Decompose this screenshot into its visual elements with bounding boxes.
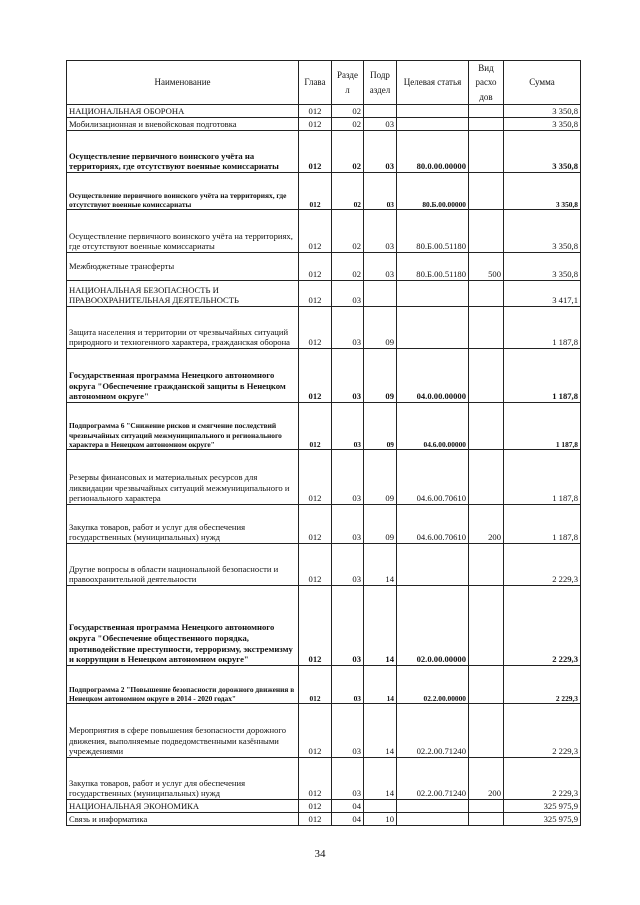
row-glava: 012 bbox=[299, 813, 332, 826]
row-podrazdel: 03 bbox=[364, 118, 397, 131]
row-vid: 200 bbox=[469, 505, 504, 544]
table-row bbox=[67, 307, 581, 349]
row-target: 80.Б.00.51180 bbox=[397, 253, 469, 281]
row-name: Государственная программа Ненецкого автономного округа "Обеспечение общественного порядка, противодействие преступности, терроризму, экстремизму и коррупции в Ненецком автономном округе" bbox=[67, 586, 299, 666]
row-target: 02.2.00.71240 bbox=[397, 704, 469, 758]
row-podrazdel: 09 bbox=[364, 403, 397, 450]
row-summa: 1 187,8 bbox=[504, 307, 581, 349]
row-summa: 1 187,8 bbox=[504, 505, 581, 544]
row-summa: 325 975,9 bbox=[504, 813, 581, 826]
row-glava: 012 bbox=[299, 307, 332, 349]
row-name: Подпрограмма 6 "Снижение рисков и смягчение последствий чрезвычайных ситуаций межмуниципального и регионального характера в Ненецком автономном округе" bbox=[67, 403, 299, 450]
row-target bbox=[397, 544, 469, 586]
budget-table bbox=[66, 60, 581, 826]
row-name: Государственная программа Ненецкого автономного округа "Обеспечение гражданской защиты в Ненецком автономном округе" bbox=[67, 349, 299, 403]
row-glava: 012 bbox=[299, 173, 332, 210]
table-row bbox=[67, 758, 581, 800]
row-summa: 2 229,3 bbox=[504, 586, 581, 666]
table-row bbox=[67, 800, 581, 813]
row-razdel: 02 bbox=[332, 131, 364, 173]
row-glava: 012 bbox=[299, 758, 332, 800]
row-glava: 012 bbox=[299, 253, 332, 281]
row-summa: 1 187,8 bbox=[504, 403, 581, 450]
row-vid bbox=[469, 210, 504, 253]
row-summa: 3 350,8 bbox=[504, 173, 581, 210]
row-podrazdel: 09 bbox=[364, 307, 397, 349]
row-podrazdel: 10 bbox=[364, 813, 397, 826]
row-razdel: 02 bbox=[332, 118, 364, 131]
header-summa: Сумма bbox=[504, 61, 581, 105]
row-target: 02.2.00.00000 bbox=[397, 666, 469, 704]
row-summa: 3 350,8 bbox=[504, 210, 581, 253]
row-name: Подпрограмма 2 "Повышение безопасности дорожного движения в Ненецком автономном округе в 2014 - 2020 годах" bbox=[67, 666, 299, 704]
row-name: Другие вопросы в области национальной безопасности и правоохранительной деятельности bbox=[67, 544, 299, 586]
row-razdel: 04 bbox=[332, 813, 364, 826]
row-glava: 012 bbox=[299, 210, 332, 253]
row-vid bbox=[469, 450, 504, 505]
row-podrazdel: 03 bbox=[364, 253, 397, 281]
header-glava: Глава bbox=[299, 61, 332, 105]
header-target: Целевая статья bbox=[397, 61, 469, 105]
row-target: 80.Б.00.51180 bbox=[397, 210, 469, 253]
row-razdel: 03 bbox=[332, 544, 364, 586]
row-target: 80.0.00.00000 bbox=[397, 131, 469, 173]
row-glava: 012 bbox=[299, 666, 332, 704]
row-vid bbox=[469, 544, 504, 586]
row-target: 04.0.00.00000 bbox=[397, 349, 469, 403]
row-glava: 012 bbox=[299, 544, 332, 586]
row-target bbox=[397, 800, 469, 813]
row-podrazdel bbox=[364, 800, 397, 813]
row-glava: 012 bbox=[299, 131, 332, 173]
table-header-row bbox=[67, 61, 581, 105]
row-vid bbox=[469, 307, 504, 349]
row-name: Осуществление первичного воинского учёта на территориях, где отсутствуют военные комиссариаты bbox=[67, 173, 299, 210]
row-summa: 3 350,8 bbox=[504, 131, 581, 173]
row-razdel: 03 bbox=[332, 307, 364, 349]
row-razdel: 02 bbox=[332, 105, 364, 118]
table-row bbox=[67, 105, 581, 118]
row-name: Резервы финансовых и материальных ресурсов для ликвидации чрезвычайных ситуаций межмуниципального и регионального характера bbox=[67, 450, 299, 505]
row-podrazdel: 03 bbox=[364, 173, 397, 210]
row-vid bbox=[469, 403, 504, 450]
row-glava: 012 bbox=[299, 403, 332, 450]
row-name: Закупка товаров, работ и услуг для обеспечения государственных (муниципальных) нужд bbox=[67, 505, 299, 544]
row-summa: 3 350,8 bbox=[504, 105, 581, 118]
table-row bbox=[67, 505, 581, 544]
row-vid bbox=[469, 800, 504, 813]
row-summa: 1 187,8 bbox=[504, 450, 581, 505]
row-glava: 012 bbox=[299, 118, 332, 131]
row-name: Защита населения и территории от чрезвычайных ситуаций природного и техногенного характера, гражданская оборона bbox=[67, 307, 299, 349]
row-vid bbox=[469, 586, 504, 666]
row-podrazdel bbox=[364, 105, 397, 118]
table-row bbox=[67, 666, 581, 704]
row-target: 04.6.00.70610 bbox=[397, 505, 469, 544]
row-name: Осуществление первичного воинского учёта на территориях, где отсутствуют военные комиссариаты bbox=[67, 210, 299, 253]
row-glava: 012 bbox=[299, 800, 332, 813]
row-vid bbox=[469, 349, 504, 403]
row-podrazdel: 14 bbox=[364, 666, 397, 704]
row-target: 02.0.00.00000 bbox=[397, 586, 469, 666]
table-row bbox=[67, 118, 581, 131]
row-podrazdel: 14 bbox=[364, 704, 397, 758]
row-target bbox=[397, 105, 469, 118]
row-podrazdel: 03 bbox=[364, 131, 397, 173]
row-name: Мероприятия в сфере повышения безопасности дорожного движения, выполняемые подведомственными казёнными учреждениями bbox=[67, 704, 299, 758]
row-summa: 3 350,8 bbox=[504, 253, 581, 281]
row-name: Осуществление первичного воинского учёта на территориях, где отсутствуют военные комиссариаты bbox=[67, 131, 299, 173]
table-row bbox=[67, 173, 581, 210]
table-row bbox=[67, 349, 581, 403]
row-target: 04.6.00.70610 bbox=[397, 450, 469, 505]
header-vid: Вид расхо дов bbox=[469, 61, 504, 105]
row-glava: 012 bbox=[299, 281, 332, 307]
header-name: Наименование bbox=[67, 61, 299, 105]
row-vid bbox=[469, 666, 504, 704]
row-podrazdel bbox=[364, 281, 397, 307]
row-glava: 012 bbox=[299, 349, 332, 403]
row-razdel: 03 bbox=[332, 450, 364, 505]
row-podrazdel: 09 bbox=[364, 349, 397, 403]
row-summa: 2 229,3 bbox=[504, 544, 581, 586]
row-vid bbox=[469, 131, 504, 173]
header-razdel: Разде л bbox=[332, 61, 364, 105]
row-razdel: 03 bbox=[332, 349, 364, 403]
row-razdel: 04 bbox=[332, 800, 364, 813]
row-glava: 012 bbox=[299, 505, 332, 544]
row-target bbox=[397, 307, 469, 349]
row-summa: 3 350,8 bbox=[504, 118, 581, 131]
row-summa: 1 187,8 bbox=[504, 349, 581, 403]
row-podrazdel: 14 bbox=[364, 758, 397, 800]
row-glava: 012 bbox=[299, 105, 332, 118]
row-target: 04.6.00.00000 bbox=[397, 403, 469, 450]
row-target: 80.Б.00.00000 bbox=[397, 173, 469, 210]
row-podrazdel: 09 bbox=[364, 450, 397, 505]
row-razdel: 02 bbox=[332, 173, 364, 210]
table-row bbox=[67, 544, 581, 586]
row-summa: 3 417,1 bbox=[504, 281, 581, 307]
row-summa: 2 229,3 bbox=[504, 758, 581, 800]
row-vid bbox=[469, 813, 504, 826]
row-summa: 2 229,3 bbox=[504, 666, 581, 704]
row-name: НАЦИОНАЛЬНАЯ ОБОРОНА bbox=[67, 105, 299, 118]
page-number: 34 bbox=[314, 848, 326, 860]
table-row bbox=[67, 586, 581, 666]
row-razdel: 03 bbox=[332, 505, 364, 544]
table-row bbox=[67, 403, 581, 450]
row-vid bbox=[469, 118, 504, 131]
row-name: НАЦИОНАЛЬНАЯ ЭКОНОМИКА bbox=[67, 800, 299, 813]
row-vid: 200 bbox=[469, 758, 504, 800]
row-summa: 2 229,3 bbox=[504, 704, 581, 758]
row-vid bbox=[469, 281, 504, 307]
row-glava: 012 bbox=[299, 450, 332, 505]
row-summa: 325 975,9 bbox=[504, 800, 581, 813]
row-podrazdel: 09 bbox=[364, 505, 397, 544]
table-row bbox=[67, 253, 581, 281]
row-podrazdel: 03 bbox=[364, 210, 397, 253]
row-name: Закупка товаров, работ и услуг для обеспечения государственных (муниципальных) нужд bbox=[67, 758, 299, 800]
row-target bbox=[397, 813, 469, 826]
row-razdel: 03 bbox=[332, 758, 364, 800]
table-row bbox=[67, 450, 581, 505]
row-target: 02.2.00.71240 bbox=[397, 758, 469, 800]
row-razdel: 03 bbox=[332, 666, 364, 704]
row-podrazdel: 14 bbox=[364, 544, 397, 586]
row-razdel: 02 bbox=[332, 210, 364, 253]
row-razdel: 02 bbox=[332, 253, 364, 281]
row-name: Мобилизационная и вневойсковая подготовка bbox=[67, 118, 299, 131]
row-vid bbox=[469, 704, 504, 758]
row-podrazdel: 14 bbox=[364, 586, 397, 666]
row-target bbox=[397, 118, 469, 131]
table-row bbox=[67, 704, 581, 758]
table-row bbox=[67, 210, 581, 253]
row-vid: 500 bbox=[469, 253, 504, 281]
row-target bbox=[397, 281, 469, 307]
row-name: Межбюджетные трансферты bbox=[67, 253, 299, 281]
table-row bbox=[67, 131, 581, 173]
row-razdel: 03 bbox=[332, 586, 364, 666]
row-name: Связь и информатика bbox=[67, 813, 299, 826]
row-glava: 012 bbox=[299, 586, 332, 666]
table-row bbox=[67, 281, 581, 307]
row-vid bbox=[469, 173, 504, 210]
table-row bbox=[67, 813, 581, 826]
header-podrazdel: Подр аздел bbox=[364, 61, 397, 105]
row-razdel: 03 bbox=[332, 281, 364, 307]
row-razdel: 03 bbox=[332, 403, 364, 450]
row-name: НАЦИОНАЛЬНАЯ БЕЗОПАСНОСТЬ И ПРАВООХРАНИТЕЛЬНАЯ ДЕЯТЕЛЬНОСТЬ bbox=[67, 281, 299, 307]
row-glava: 012 bbox=[299, 704, 332, 758]
row-razdel: 03 bbox=[332, 704, 364, 758]
row-vid bbox=[469, 105, 504, 118]
